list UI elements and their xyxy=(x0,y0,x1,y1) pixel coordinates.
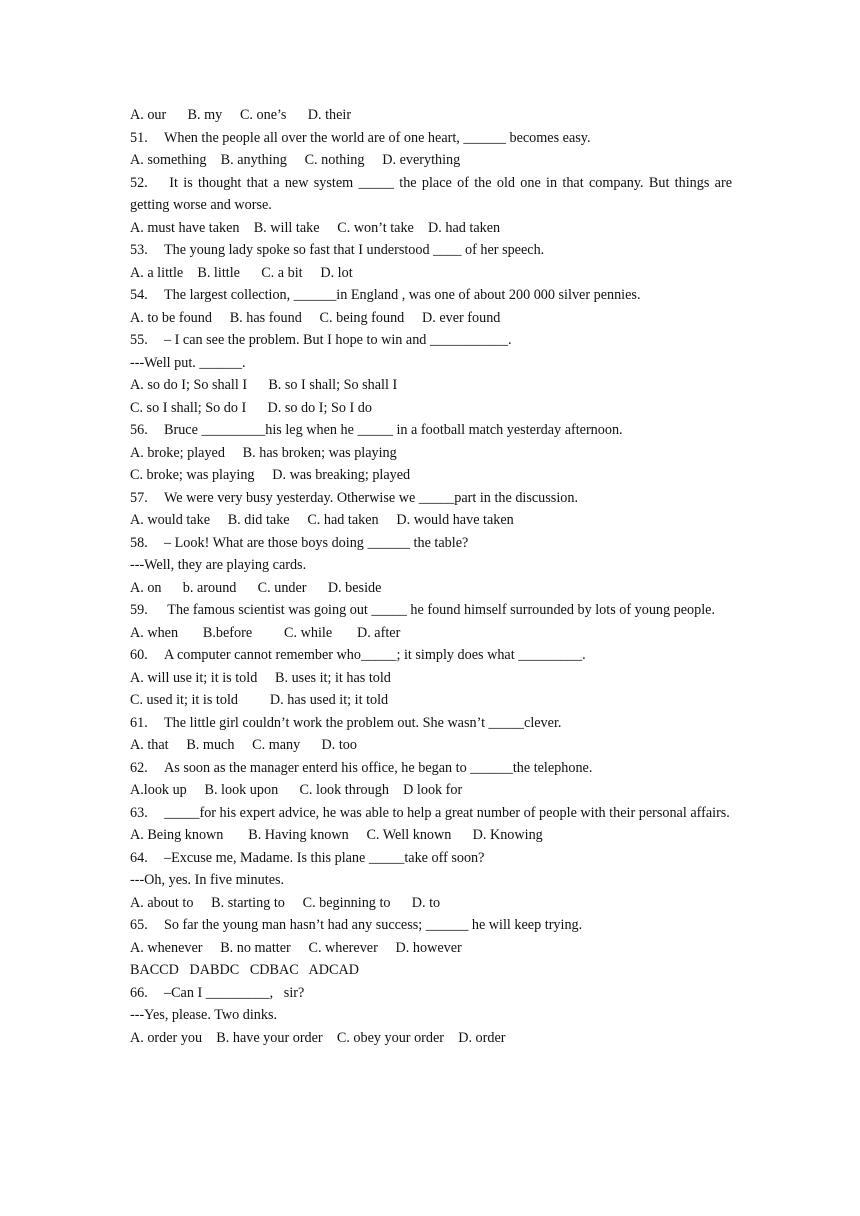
question-line xyxy=(130,172,732,217)
question-line xyxy=(130,644,732,667)
answer-options-line: BACCD DABDC CDBAC ADCAD xyxy=(130,962,360,978)
answer-options-line: C. broke; was playing D. was breaking; played xyxy=(130,467,411,483)
answer-options-line: A. broke; played B. has broken; was playing xyxy=(130,444,397,461)
answer-options-line: A. on b. around C. under D. beside xyxy=(130,579,382,596)
answer-options-line: C. so I shall; So do I D. so do I; So I do xyxy=(130,399,372,416)
question-number: 56. xyxy=(130,422,148,438)
question-line xyxy=(130,802,732,825)
question-number: 64. xyxy=(130,849,148,866)
question-number: 52. xyxy=(130,174,148,191)
question-text: – Look! What are those boys doing ______ the table? xyxy=(164,534,469,551)
question-line xyxy=(130,847,732,870)
question-line xyxy=(130,599,732,622)
answer-options-line: A. to be found B. has found C. being found D. ever found xyxy=(130,309,501,326)
answer-options-line: ---Oh, yes. In five minutes. xyxy=(130,872,285,888)
question-line xyxy=(130,532,732,555)
question-text: The famous scientist was going out _____ he found himself surrounded by lots of young people. xyxy=(164,602,716,618)
question-text: Bruce _________his leg when he _____ in a football match yesterday afternoon. xyxy=(164,422,623,438)
answer-options-line: A. when B.before C. while D. after xyxy=(130,624,401,641)
question-number: 51. xyxy=(130,129,148,146)
question-text: –Can I _________, sir? xyxy=(164,984,305,1001)
question-text: –Excuse me, Madame. Is this plane _____take off soon? xyxy=(164,849,485,866)
answer-options-line: A. that B. much C. many D. too xyxy=(130,737,357,753)
question-number: 55. xyxy=(130,332,148,348)
question-number: 61. xyxy=(130,714,148,731)
question-number: 66. xyxy=(130,984,148,1001)
question-line xyxy=(130,982,732,1005)
question-line xyxy=(130,127,732,150)
question-number: 57. xyxy=(130,489,148,506)
question-number: 63. xyxy=(130,804,148,821)
answer-options-line: A. so do I; So shall I B. so I shall; So shall I xyxy=(130,377,398,393)
question-text: – I can see the problem. But I hope to win and ___________. xyxy=(164,332,512,348)
answer-options-line: A. something B. anything C. nothing D. everything xyxy=(130,152,461,168)
question-line xyxy=(130,419,732,442)
question-number: 62. xyxy=(130,759,148,776)
question-number: 60. xyxy=(130,647,148,663)
answer-options-line: A. will use it; it is told B. uses it; it has told xyxy=(130,669,391,686)
question-text: The little girl couldn’t work the problem out. She wasn’t _____clever. xyxy=(164,714,562,731)
answer-options-line: A. a little B. little C. a bit D. lot xyxy=(130,264,353,281)
answer-options-line: A. would take B. did take C. had taken D. would have taken xyxy=(130,512,514,528)
question-number: 54. xyxy=(130,287,148,303)
question-line xyxy=(130,487,732,510)
answer-options-line: ---Well, they are playing cards. xyxy=(130,557,307,573)
answer-options-line: A. order you B. have your order C. obey your order D. order xyxy=(130,1029,506,1046)
question-line xyxy=(130,914,732,937)
question-text: A computer cannot remember who_____; it simply does what _________. xyxy=(164,647,586,663)
question-line xyxy=(130,329,732,352)
answer-options-line: C. used it; it is told D. has used it; it told xyxy=(130,692,389,708)
question-text: _____for his expert advice, he was able to help a great number of people with their personal affairs. xyxy=(164,804,730,821)
answer-options-line: ---Yes, please. Two dinks. xyxy=(130,1007,278,1023)
question-line xyxy=(130,239,732,262)
answer-options-line: A. about to B. starting to C. beginning to D. to xyxy=(130,894,441,911)
question-text: The young lady spoke so fast that I understood ____ of her speech. xyxy=(164,242,545,258)
answer-options-line: ---Well put. ______. xyxy=(130,354,246,371)
question-text: When the people all over the world are of one heart, ______ becomes easy. xyxy=(164,129,591,146)
question-text: It is thought that a new system _____ the place of the old one in that company. But things are getting worse and worse. xyxy=(130,174,732,213)
question-text: So far the young man hasn’t had any success; ______ he will keep trying. xyxy=(164,917,583,933)
answer-options-line: A. our B. my C. one’s D. their xyxy=(130,107,352,123)
exercise-list xyxy=(130,104,732,1049)
question-text: As soon as the manager enterd his office, he began to ______the telephone. xyxy=(164,759,593,776)
answer-options-line: A. Being known B. Having known C. Well known D. Knowing xyxy=(130,827,543,843)
question-text: We were very busy yesterday. Otherwise we _____part in the discussion. xyxy=(164,489,578,506)
answer-options-line: A. whenever B. no matter C. wherever D. however xyxy=(130,939,462,956)
answer-options-line: A.look up B. look upon C. look through D look for xyxy=(130,782,463,798)
question-line xyxy=(130,284,732,307)
question-text: The largest collection, ______in England , was one of about 200 000 silver pennies. xyxy=(164,287,641,303)
question-number: 53. xyxy=(130,242,148,258)
question-line xyxy=(130,757,732,780)
question-number: 58. xyxy=(130,534,148,551)
question-number: 59. xyxy=(130,602,148,618)
answer-options-line: A. must have taken B. will take C. won’t take D. had taken xyxy=(130,219,501,236)
question-line xyxy=(130,712,732,735)
question-number: 65. xyxy=(130,917,148,933)
